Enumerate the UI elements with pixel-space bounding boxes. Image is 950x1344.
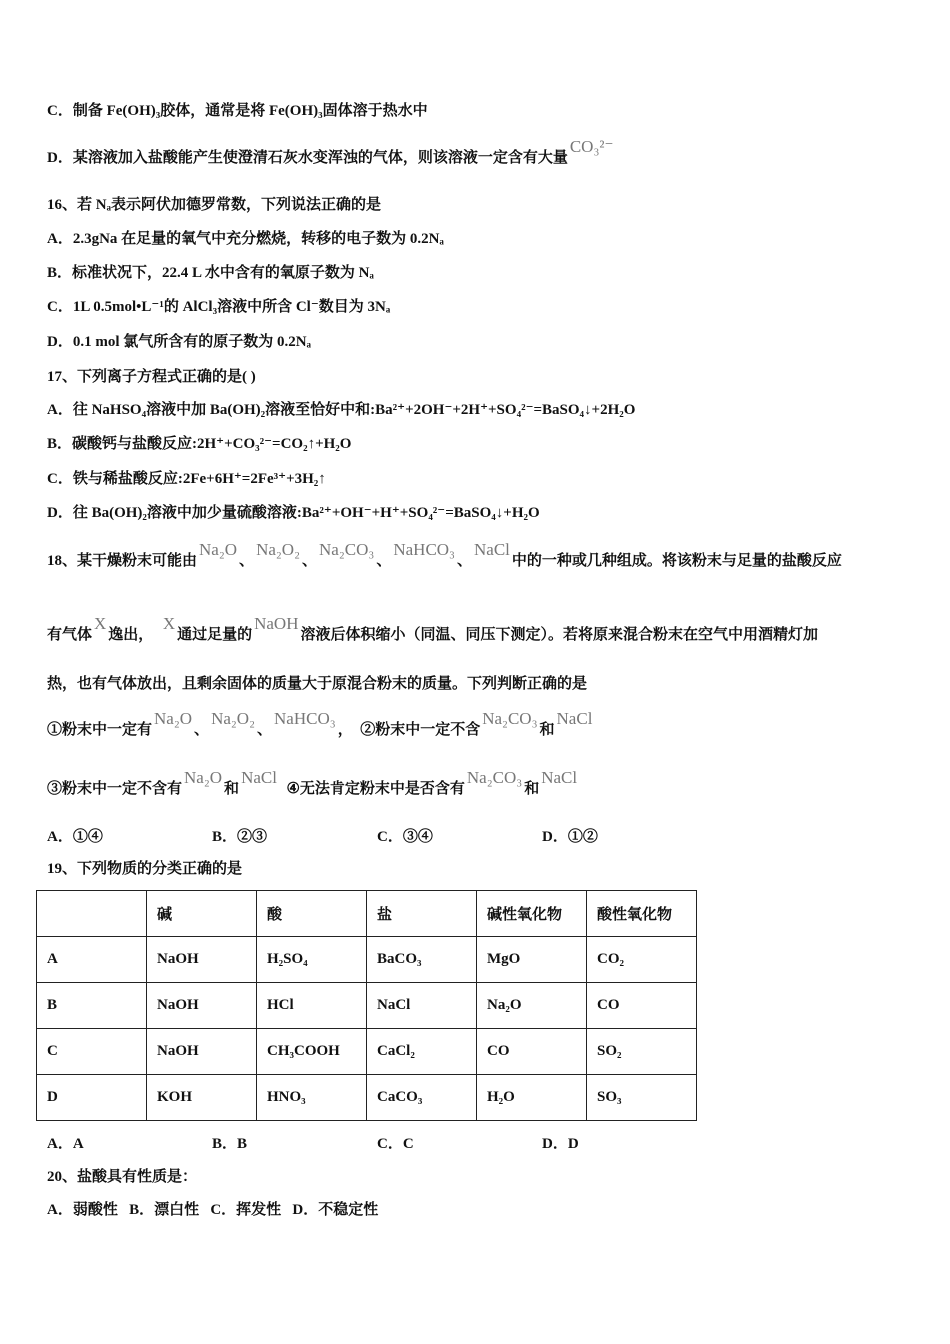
q20-stem: 20、盐酸具有性质是： <box>47 1169 198 1185</box>
text: 有气体 <box>47 627 93 643</box>
table-cell: NaCl <box>367 983 477 1029</box>
text: 和 <box>224 781 240 797</box>
q19-answer-a: A．A <box>47 1136 84 1152</box>
q19-answer-c: C．C <box>377 1136 414 1152</box>
text: ①粉末中一定有 <box>47 722 153 738</box>
text: 中的一种或几种组成。将该粉末与足量的盐酸反应 <box>511 553 842 569</box>
table-cell: CO <box>477 1029 587 1075</box>
table-cell: MgO <box>477 937 587 983</box>
table-cell: B <box>37 983 147 1029</box>
text: 溶液后体积缩小（同温、同压下测定）。若将原来混合粉末在空气中用酒精灯加 <box>300 627 819 643</box>
q15-option-d-text: D．某溶液加入盐酸能产生使澄清石灰水变浑浊的气体，则该溶液一定含有大量 <box>47 150 568 166</box>
q19-answer-b: B．B <box>212 1136 248 1152</box>
q15-option-c: C．制备 Fe(OH)₃胶体，通常是将 Fe(OH)₃固体溶于热水中 <box>47 103 428 119</box>
q20-options: A．弱酸性 B．漂白性 C．挥发性 D．不稳定性 <box>47 1202 379 1218</box>
q18-line-1 <box>47 540 842 571</box>
text: ②粉末中一定不含 <box>360 722 481 738</box>
table-cell: SO₂ <box>587 1029 697 1075</box>
q17-option-c: C．铁与稀盐酸反应:2Fe+6H⁺=2Fe³⁺+3H₂↑ <box>47 471 326 487</box>
formula-image: Na₂CO₃ <box>466 768 523 787</box>
table-cell: NaOH <box>147 983 257 1029</box>
text: ④无法肯定粉末中是否含有 <box>286 781 465 797</box>
q19-answer-d: D．D <box>542 1136 579 1152</box>
table-cell: H₂O <box>477 1075 587 1121</box>
table-cell: NaOH <box>147 1029 257 1075</box>
formula-image: NaHCO₃ <box>393 540 455 559</box>
table-cell: CaCO₃ <box>367 1075 477 1121</box>
separator: 、 <box>302 553 318 569</box>
q16-option-c: C．1L 0.5mol•L⁻¹的 AlCl₃溶液中所含 Cl⁻数目为 3Nₐ <box>47 299 391 315</box>
q18-statements-1-2 <box>47 709 594 740</box>
q18-line-2 <box>47 614 819 645</box>
q18-answer-b: B．②③ <box>212 829 268 845</box>
table-cell: A <box>37 937 147 983</box>
header-cell <box>37 891 147 937</box>
table-cell: CaCl₂ <box>367 1029 477 1075</box>
text: 和 <box>539 722 555 738</box>
table-row <box>37 1075 697 1121</box>
text: 逸出， <box>108 627 154 643</box>
formula-image: Na₂O <box>154 709 193 728</box>
q16-option-b: B．标准状况下，22.4 L 水中含有的氧原子数为 Nₐ <box>47 265 374 281</box>
separator: 、 <box>239 553 255 569</box>
classification-table <box>36 890 697 1121</box>
table-row <box>37 937 697 983</box>
q17-stem: 17、下列离子方程式正确的是( ) <box>47 369 256 385</box>
separator: 、 <box>257 722 273 738</box>
table-cell: CO <box>587 983 697 1029</box>
header-cell: 酸性氧化物 <box>587 891 697 937</box>
text: 18、某干燥粉末可能由 <box>47 553 198 569</box>
formula-image: NaHCO₃ <box>274 709 336 728</box>
formula-image: Na₂O₂ <box>211 709 256 728</box>
formula-image: NaCl <box>556 709 593 728</box>
text: ③粉末中一定不含有 <box>47 781 183 797</box>
formula-image: X <box>94 614 107 633</box>
table-cell: KOH <box>147 1075 257 1121</box>
q16-stem: 16、若 Nₐ表示阿伏加德罗常数，下列说法正确的是 <box>47 197 381 213</box>
q17-option-a: A．往 NaHSO₄溶液中加 Ba(OH)₂溶液至恰好中和:Ba²⁺+2OH⁻+2H⁺+SO₄²⁻=BaSO₄↓+2H₂O <box>47 402 636 418</box>
q16-option-a: A．2.3gNa 在足量的氧气中充分燃烧，转移的电子数为 0.2Nₐ <box>47 231 444 247</box>
table-row <box>37 983 697 1029</box>
q18-answer-d: D．①② <box>542 829 598 845</box>
separator: 、 <box>194 722 210 738</box>
table-cell: CH₃COOH <box>257 1029 367 1075</box>
q17-option-b: B．碳酸钙与盐酸反应:2H⁺+CO₃²⁻=CO₂↑+H₂O <box>47 436 352 452</box>
table-cell: CO₂ <box>587 937 697 983</box>
q18-line-3: 热，也有气体放出，且剩余固体的质量大于原混合粉末的质量。下列判断正确的是 <box>47 676 588 692</box>
formula-image: Na₂CO₃ <box>482 709 538 728</box>
formula-image: NaCl <box>474 540 510 559</box>
q15-option-d <box>47 137 615 168</box>
formula-image: NaOH <box>254 614 299 633</box>
table-cell: BaCO₃ <box>367 937 477 983</box>
separator: 、 <box>457 553 473 569</box>
q18-answer-a: A．①④ <box>47 829 103 845</box>
table-cell: H₂SO₄ <box>257 937 367 983</box>
formula-image: Na₂O <box>199 540 238 559</box>
formula-image: NaCl <box>541 768 578 787</box>
q19-stem: 19、下列物质的分类正确的是 <box>47 861 243 877</box>
table-cell: D <box>37 1075 147 1121</box>
header-cell: 碱性氧化物 <box>477 891 587 937</box>
formula-image: NaCl <box>241 768 277 787</box>
text: 和 <box>524 781 540 797</box>
q17-option-d: D．往 Ba(OH)₂溶液中加少量硫酸溶液:Ba²⁺+OH⁻+H⁺+SO₄²⁻=BaSO₄↓+H₂O <box>47 505 540 521</box>
table-cell: Na₂O <box>477 983 587 1029</box>
q18-statements-3-4 <box>47 768 579 799</box>
table-cell: HNO₃ <box>257 1075 367 1121</box>
table-cell: C <box>37 1029 147 1075</box>
formula-image: Na₂O₂ <box>256 540 301 559</box>
formula-image: CO₃²⁻ <box>569 137 614 156</box>
header-cell: 酸 <box>257 891 367 937</box>
header-cell: 碱 <box>147 891 257 937</box>
table-row <box>37 1029 697 1075</box>
formula-image: Na₂O <box>184 768 223 787</box>
table-cell: SO₃ <box>587 1075 697 1121</box>
q16-option-d: D．0.1 mol 氯气所含有的原子数为 0.2Nₐ <box>47 334 311 350</box>
q18-answer-c: C．③④ <box>377 829 433 845</box>
formula-image: X <box>162 614 176 633</box>
text: 通过足量的 <box>177 627 253 643</box>
header-cell: 盐 <box>367 891 477 937</box>
table-cell: NaOH <box>147 937 257 983</box>
table-cell: HCl <box>257 983 367 1029</box>
formula-image: Na₂CO₃ <box>319 540 375 559</box>
separator: 、 <box>376 553 392 569</box>
separator: ， <box>337 722 353 738</box>
table-header-row <box>37 891 697 937</box>
